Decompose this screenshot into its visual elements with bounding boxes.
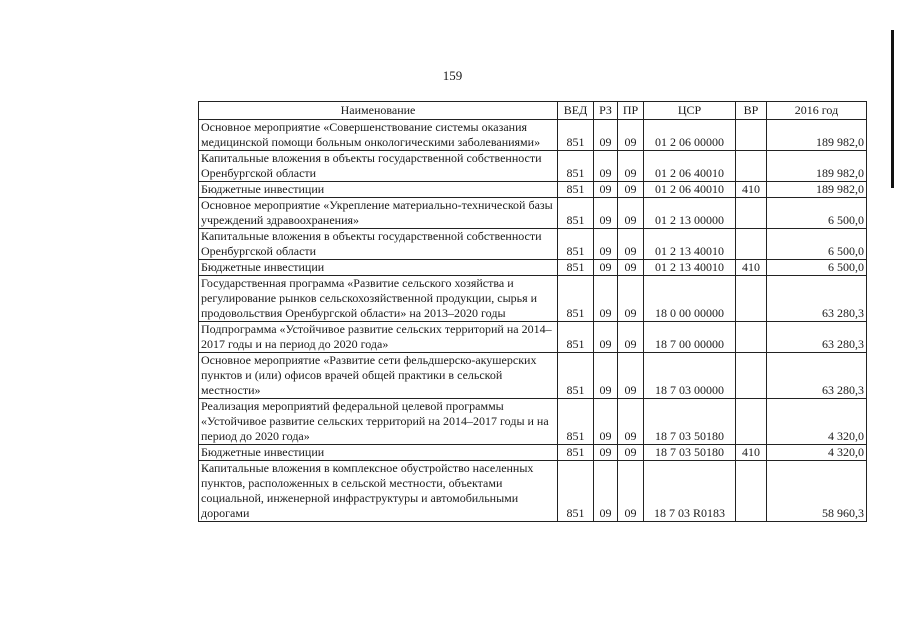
- cell-ved: 851: [558, 260, 594, 276]
- cell-rz: 09: [594, 445, 618, 461]
- cell-ved: 851: [558, 399, 594, 445]
- cell-amount: 63 280,3: [767, 322, 867, 353]
- scan-edge-mark: [891, 30, 894, 188]
- page-number: 159: [442, 68, 463, 83]
- cell-csr: 18 7 03 R0183: [644, 461, 736, 522]
- cell-csr: 01 2 13 00000: [644, 198, 736, 229]
- cell-name: Основное мероприятие «Совершенствование системы оказания медицинской помощи больным онкологическими заболеваниями»: [199, 120, 558, 151]
- table-row: [199, 151, 867, 182]
- cell-pr: 09: [618, 461, 644, 522]
- header-name: Наименование: [199, 102, 558, 120]
- cell-vr: [736, 399, 767, 445]
- table-row: [199, 260, 867, 276]
- cell-rz: 09: [594, 151, 618, 182]
- cell-csr: 01 2 06 40010: [644, 151, 736, 182]
- cell-pr: 09: [618, 120, 644, 151]
- table-row: [199, 198, 867, 229]
- cell-rz: 09: [594, 120, 618, 151]
- cell-ved: 851: [558, 151, 594, 182]
- table-row: [199, 445, 867, 461]
- cell-amount: 6 500,0: [767, 260, 867, 276]
- cell-csr: 18 7 03 00000: [644, 353, 736, 399]
- cell-amount: 6 500,0: [767, 229, 867, 260]
- table-row: [199, 276, 867, 322]
- cell-name: Основное мероприятие «Развитие сети фельдшерско-акушерских пунктов и (или) офисов врачей общей практики в сельской местности»: [199, 353, 558, 399]
- cell-name: Бюджетные инвестиции: [199, 182, 558, 198]
- cell-ved: 851: [558, 198, 594, 229]
- cell-name: Капитальные вложения в комплексное обустройство населенных пунктов, расположенных в сельской местности, объектами социальной, инженерной инфраструктуры и автомобильными дорогами: [199, 461, 558, 522]
- cell-rz: 09: [594, 198, 618, 229]
- table-row: [199, 229, 867, 260]
- header-pr: ПР: [618, 102, 644, 120]
- cell-name: Капитальные вложения в объекты государственной собственности Оренбургской области: [199, 151, 558, 182]
- table-row: [199, 353, 867, 399]
- cell-ved: 851: [558, 353, 594, 399]
- cell-vr: [736, 276, 767, 322]
- cell-amount: 58 960,3: [767, 461, 867, 522]
- header-csr: ЦСР: [644, 102, 736, 120]
- cell-amount: 63 280,3: [767, 276, 867, 322]
- cell-csr: 18 0 00 00000: [644, 276, 736, 322]
- cell-vr: [736, 353, 767, 399]
- budget-table: [198, 101, 867, 522]
- cell-rz: 09: [594, 461, 618, 522]
- cell-ved: 851: [558, 276, 594, 322]
- table-body: [199, 120, 867, 522]
- cell-rz: 09: [594, 182, 618, 198]
- cell-pr: 09: [618, 276, 644, 322]
- cell-csr: 01 2 06 00000: [644, 120, 736, 151]
- cell-vr: [736, 229, 767, 260]
- cell-pr: 09: [618, 322, 644, 353]
- cell-csr: 01 2 13 40010: [644, 260, 736, 276]
- header-vr: ВР: [736, 102, 767, 120]
- cell-amount: 4 320,0: [767, 445, 867, 461]
- table-row: [199, 461, 867, 522]
- cell-name: Бюджетные инвестиции: [199, 445, 558, 461]
- cell-pr: 09: [618, 445, 644, 461]
- cell-pr: 09: [618, 399, 644, 445]
- cell-vr: [736, 198, 767, 229]
- header-ved: ВЕД: [558, 102, 594, 120]
- cell-pr: 09: [618, 229, 644, 260]
- cell-ved: 851: [558, 445, 594, 461]
- cell-name: Бюджетные инвестиции: [199, 260, 558, 276]
- cell-rz: 09: [594, 260, 618, 276]
- cell-name: Подпрограмма «Устойчивое развитие сельских территорий на 2014–2017 годы и на период до 2020 года»: [199, 322, 558, 353]
- cell-rz: 09: [594, 353, 618, 399]
- cell-pr: 09: [618, 198, 644, 229]
- table-header-row: [199, 102, 867, 120]
- cell-vr: 410: [736, 445, 767, 461]
- cell-csr: 18 7 03 50180: [644, 445, 736, 461]
- cell-pr: 09: [618, 182, 644, 198]
- table-row: [199, 182, 867, 198]
- cell-vr: [736, 151, 767, 182]
- cell-amount: 189 982,0: [767, 182, 867, 198]
- cell-rz: 09: [594, 229, 618, 260]
- cell-ved: 851: [558, 182, 594, 198]
- cell-csr: 01 2 13 40010: [644, 229, 736, 260]
- cell-ved: 851: [558, 461, 594, 522]
- cell-name: Реализация мероприятий федеральной целевой программы «Устойчивое развитие сельских территорий на 2014–2017 годы и на период до 2020 года»: [199, 399, 558, 445]
- header-year: 2016 год: [767, 102, 867, 120]
- cell-csr: 01 2 06 40010: [644, 182, 736, 198]
- cell-pr: 09: [618, 151, 644, 182]
- table-row: [199, 322, 867, 353]
- cell-pr: 09: [618, 260, 644, 276]
- header-rz: РЗ: [594, 102, 618, 120]
- cell-name: Основное мероприятие «Укрепление материально-технической базы учреждений здравоохранения»: [199, 198, 558, 229]
- cell-name: Капитальные вложения в объекты государственной собственности Оренбургской области: [199, 229, 558, 260]
- cell-amount: 189 982,0: [767, 151, 867, 182]
- table-row: [199, 399, 867, 445]
- cell-vr: [736, 461, 767, 522]
- cell-csr: 18 7 03 50180: [644, 399, 736, 445]
- cell-amount: 4 320,0: [767, 399, 867, 445]
- cell-vr: [736, 322, 767, 353]
- cell-name: Государственная программа «Развитие сельского хозяйства и регулирование рынков сельскохозяйственной продукции, сырья и продовольствия Оренбургской области» на 2013–2020 годы: [199, 276, 558, 322]
- cell-amount: 63 280,3: [767, 353, 867, 399]
- cell-rz: 09: [594, 276, 618, 322]
- cell-ved: 851: [558, 120, 594, 151]
- cell-pr: 09: [618, 353, 644, 399]
- table-row: [199, 120, 867, 151]
- cell-ved: 851: [558, 322, 594, 353]
- cell-ved: 851: [558, 229, 594, 260]
- cell-amount: 6 500,0: [767, 198, 867, 229]
- cell-rz: 09: [594, 322, 618, 353]
- cell-rz: 09: [594, 399, 618, 445]
- cell-vr: 410: [736, 182, 767, 198]
- cell-vr: 410: [736, 260, 767, 276]
- cell-amount: 189 982,0: [767, 120, 867, 151]
- cell-vr: [736, 120, 767, 151]
- cell-csr: 18 7 00 00000: [644, 322, 736, 353]
